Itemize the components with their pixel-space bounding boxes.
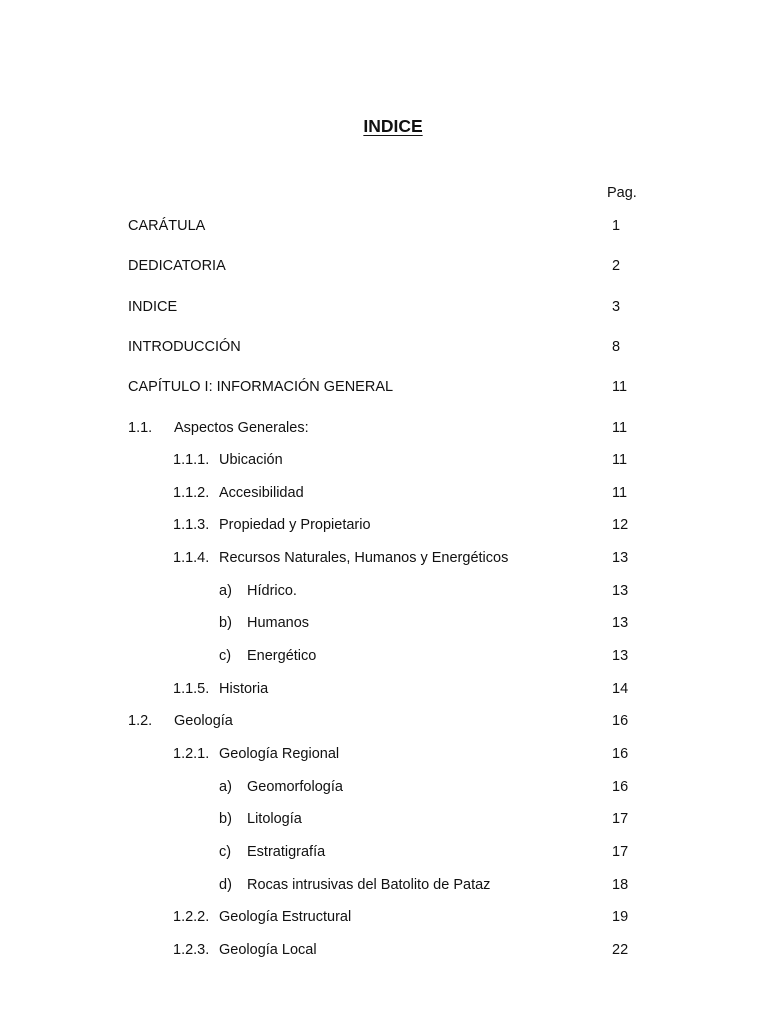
toc-entry-page: 11 — [612, 420, 628, 436]
toc-entry-capitulo-1 — [0, 377, 768, 397]
toc-entry-page: 17 — [612, 844, 629, 860]
toc-entry-label: Humanos — [247, 615, 310, 631]
toc-entry-page: 18 — [612, 877, 629, 893]
toc-entry-label: Estratigrafía — [247, 844, 326, 860]
toc-entry-page: 11 — [612, 379, 628, 395]
toc-entry-label: Energético — [247, 648, 317, 664]
toc-entry-label: Geología — [174, 713, 233, 729]
page-column-header: Pag. — [607, 185, 637, 201]
toc-entry-page: 11 — [612, 452, 628, 468]
toc-entry-page: 19 — [612, 909, 629, 925]
toc-entry-label: Accesibilidad — [219, 485, 304, 501]
toc-entry-indice — [0, 297, 768, 317]
toc-entry-page: 2 — [612, 258, 621, 274]
toc-entry-number: 1.2.2. — [173, 909, 210, 925]
toc-entry-number: 1.1.3. — [173, 517, 210, 533]
toc-entry-label: Historia — [219, 681, 269, 697]
toc-entry-page: 11 — [612, 485, 628, 501]
toc-entry-1-2-1-c — [0, 842, 768, 862]
toc-entry-label: Geología Estructural — [219, 909, 352, 925]
toc-entry-page: 12 — [612, 517, 629, 533]
toc-entry-label: Ubicación — [219, 452, 283, 468]
toc-entry-number: a) — [219, 583, 232, 599]
toc-entry-1-1-4 — [0, 548, 768, 568]
toc-entry-label: INTRODUCCIÓN — [128, 339, 241, 355]
toc-entry-page: 17 — [612, 811, 629, 827]
toc-entry-1-1-5 — [0, 679, 768, 699]
toc-entry-page: 13 — [612, 550, 629, 566]
toc-entry-1-2-1-a — [0, 777, 768, 797]
toc-entry-page: 22 — [612, 942, 629, 958]
toc-entry-introduccion — [0, 337, 768, 357]
toc-entry-label: Litología — [247, 811, 302, 827]
toc-entry-1-1-2 — [0, 483, 768, 503]
toc-entry-dedicatoria — [0, 256, 768, 276]
toc-entry-label: Propiedad y Propietario — [219, 517, 371, 533]
toc-entry-caratula — [0, 216, 768, 236]
toc-entry-number: d) — [219, 877, 232, 893]
toc-entry-label: Recursos Naturales, Humanos y Energéticos — [219, 550, 509, 566]
toc-entry-1-1-4-c — [0, 646, 768, 666]
toc-entry-1-2-1-b — [0, 809, 768, 829]
toc-entry-number: a) — [219, 779, 232, 795]
toc-entry-label: CARÁTULA — [128, 218, 206, 234]
toc-entry-1-1-3 — [0, 515, 768, 535]
toc-entry-1-2-1 — [0, 744, 768, 764]
toc-entry-1-1-4-a — [0, 581, 768, 601]
toc-entry-page: 16 — [612, 713, 629, 729]
toc-entry-number: 1.2. — [128, 713, 153, 729]
toc-entry-number: 1.1.4. — [173, 550, 210, 566]
toc-entry-1-2-2 — [0, 907, 768, 927]
toc-entry-number: 1.1.2. — [173, 485, 210, 501]
toc-entry-page: 14 — [612, 681, 629, 697]
toc-entry-page: 1 — [612, 218, 621, 234]
toc-entry-label: CAPÍTULO I: INFORMACIÓN GENERAL — [128, 379, 394, 395]
toc-entry-number: b) — [219, 811, 232, 827]
toc-entry-page: 13 — [612, 648, 629, 664]
toc-entry-page: 8 — [612, 339, 621, 355]
toc-entry-page: 13 — [612, 583, 629, 599]
toc-entry-number: 1.1. — [128, 420, 153, 436]
toc-entry-label: Geología Local — [219, 942, 317, 958]
toc-entry-page: 16 — [612, 779, 629, 795]
toc-entry-page: 13 — [612, 615, 629, 631]
toc-entry-1-2 — [0, 711, 768, 731]
toc-entry-1-1 — [0, 418, 768, 438]
toc-entry-number: 1.2.1. — [173, 746, 210, 762]
toc-entry-number: 1.2.3. — [173, 942, 210, 958]
toc-entry-label: Rocas intrusivas del Batolito de Pataz — [247, 877, 491, 893]
toc-entry-page: 16 — [612, 746, 629, 762]
toc-entry-number: 1.1.5. — [173, 681, 210, 697]
toc-entry-number: c) — [219, 648, 232, 664]
toc-entry-1-1-1 — [0, 450, 768, 470]
toc-entry-number: b) — [219, 615, 232, 631]
toc-entry-1-2-1-d — [0, 875, 768, 895]
toc-entry-number: c) — [219, 844, 232, 860]
toc-entry-label: Aspectos Generales: — [174, 420, 309, 436]
toc-entry-label: Geología Regional — [219, 746, 340, 762]
page-title: INDICE — [363, 116, 423, 136]
toc-entry-label: Hídrico. — [247, 583, 297, 599]
toc-entry-label: INDICE — [128, 299, 178, 315]
toc-entry-1-2-3 — [0, 940, 768, 960]
toc-entry-1-1-4-b — [0, 613, 768, 633]
toc-entry-page: 3 — [612, 299, 621, 315]
toc-entry-number: 1.1.1. — [173, 452, 210, 468]
toc-entry-label: DEDICATORIA — [128, 258, 226, 274]
toc-entry-label: Geomorfología — [247, 779, 343, 795]
